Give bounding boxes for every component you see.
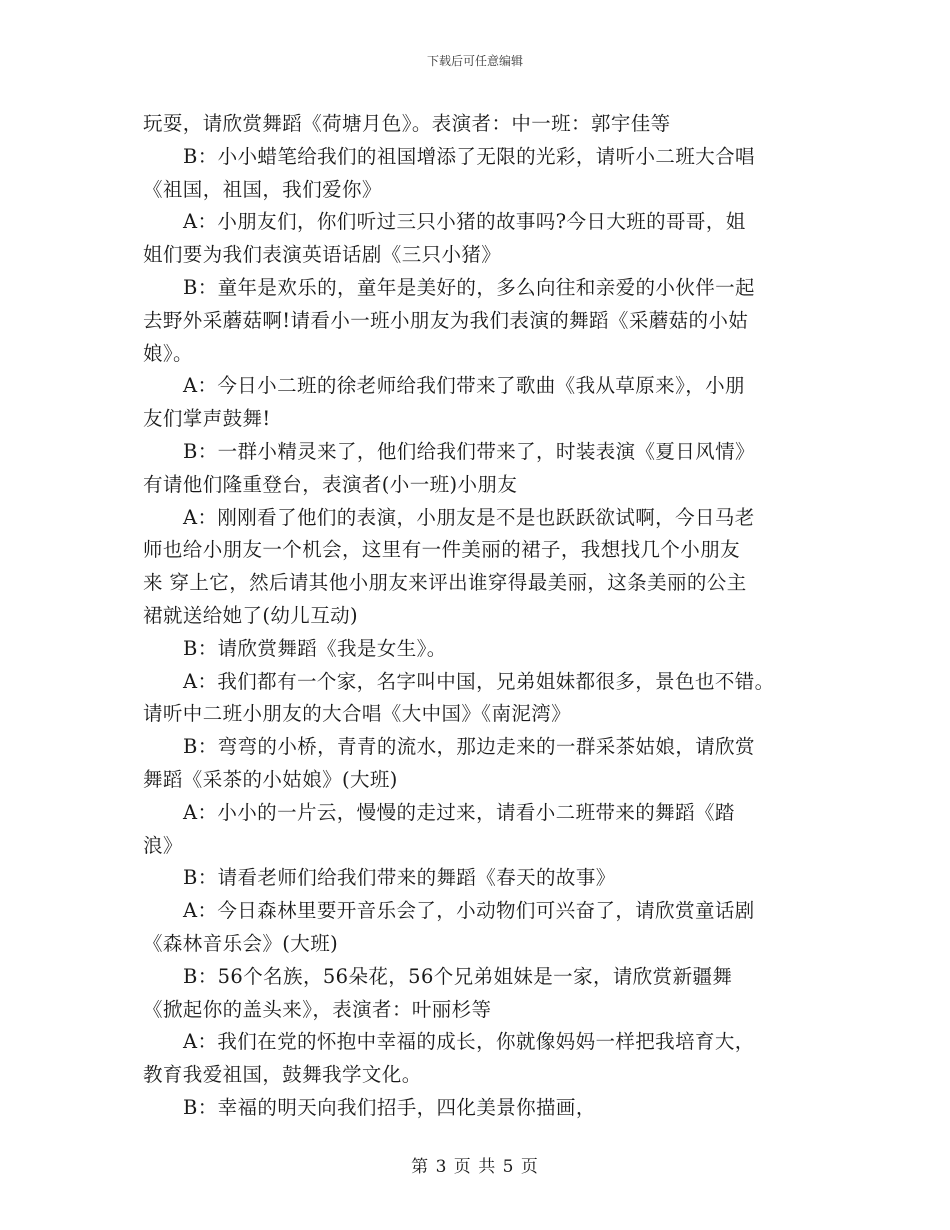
text-line: B：一群小精灵来了，他们给我们带来了，时装表演《夏日风情》 [183,439,755,463]
text-line: 师也给小朋友一个机会，这里有一件美丽的裙子，我想找几个小朋友 [143,538,741,562]
text-line: 有请他们隆重登台，表演者(小一班)小朋友 [143,472,518,496]
text-line: 《掀起你的盖头来》，表演者：叶丽杉等 [143,997,492,1021]
text-line: 请听中二班小朋友的大合唱《大中国》《南泥湾》 [143,702,572,726]
text-line: 裙就送给她了(幼儿互动) [143,603,359,627]
text-line: 《祖国，祖国，我们爱你》 [143,177,382,201]
text-line: 去野外采蘑菇啊!请看小一班小朋友为我们表演的舞蹈《采蘑菇的小姑 [143,308,749,332]
text-line: 姐们要为我们表演英语话剧《三只小猪》 [143,243,502,267]
text-line: 玩耍，请欣赏舞蹈《荷塘月色》。表演者：中一班：郭宇佳等 [143,112,671,135]
text-line: A：我们在党的怀抱中幸福的成长，你就像妈妈一样把我培育大， [183,1030,755,1054]
text-line: 来 穿上它，然后请其他小朋友来评出谁穿得最美丽，这条美丽的公主 [143,571,747,595]
text-line: B：请欣赏舞蹈《我是女生》。 [183,636,447,660]
text-line: B：幸福的明天向我们招手，四化美景你描画， [183,1095,596,1119]
text-line: A：我们都有一个家，名字叫中国，兄弟姐妹都很多，景色也不错。 [183,669,775,693]
text-line: 《森林音乐会》(大班) [143,931,339,955]
document-body [143,108,823,1125]
text-line: 教育我爱祖国，鼓舞我学文化。 [143,1063,422,1087]
text-line: B：弯弯的小桥，青青的流水，那边走来的一群采茶姑娘，请欣赏 [183,735,755,759]
text-line: 友们掌声鼓舞! [143,407,271,431]
text-line: A：小朋友们，你们听过三只小猪的故事吗?今日大班的哥哥，姐 [183,210,746,234]
text-line: B：小小蜡笔给我们的祖国增添了无限的光彩，请听小二班大合唱 [183,144,755,168]
text-line: B：56个名族，56朵花，56个兄弟姐妹是一家，请欣赏新疆舞 [183,964,733,988]
text-line: A：今日小二班的徐老师给我们带来了歌曲《我从草原来》，小朋 [183,374,745,398]
page-footer: 第 3 页 共 5 页 [411,1157,539,1177]
text-line: 舞蹈《采茶的小姑娘》(大班) [143,767,398,791]
text-line: B：请看老师们给我们带来的舞蹈《春天的故事》 [183,866,616,890]
text-line: A：今日森林里要开音乐会了，小动物们可兴奋了，请欣赏童话剧 [183,899,755,923]
text-line: B：童年是欢乐的，童年是美好的，多么向往和亲爱的小伙伴一起 [183,275,755,299]
text-line: 浪》 [143,833,183,857]
text-line: A：刚刚看了他们的表演，小朋友是不是也跃跃欲试啊，今日马老 [183,505,755,529]
text-line: A：小小的一片云，慢慢的走过来，请看小二班带来的舞蹈《踏 [183,800,735,824]
text-line: 娘》。 [143,341,193,365]
page-header: 下载后可任意编辑 [426,54,523,68]
